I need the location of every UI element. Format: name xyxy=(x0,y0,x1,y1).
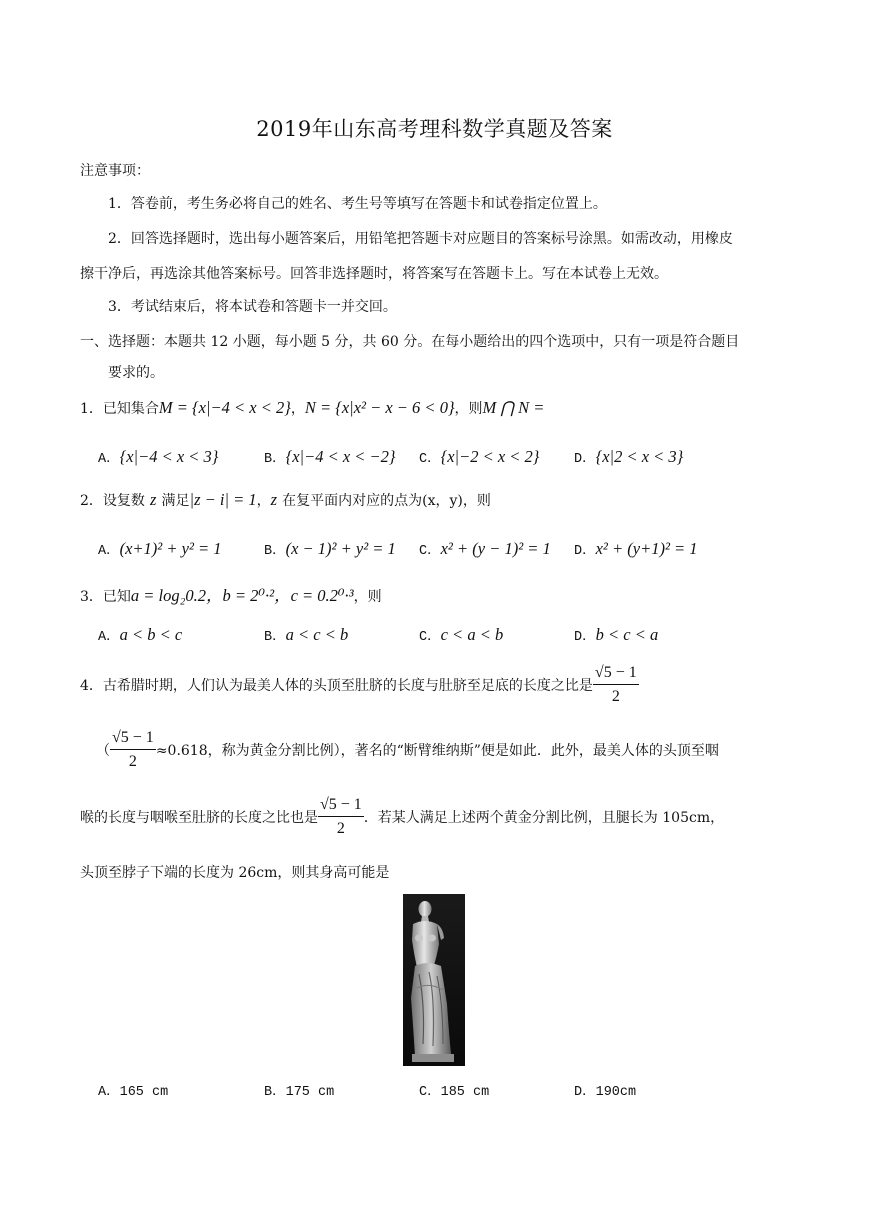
q1-set-m: M = {x|−4 < x < 2} xyxy=(158,398,291,417)
venus-de-milo-image xyxy=(403,894,465,1066)
q3-option-c: C．c < a < b xyxy=(419,625,504,645)
q2-option-a: A．(x+1)² + y² = 1 xyxy=(98,539,222,559)
q4-option-b: B．175 cm xyxy=(264,1085,335,1100)
q4-line-4: 头顶至脖子下端的长度为 26cm，则其身高可能是 xyxy=(80,865,390,881)
golden-ratio-fraction-1: $\frac{√5 - 1}{2}$ xyxy=(594,664,637,705)
q2-option-d: D．x² + (y+1)² = 1 xyxy=(574,539,698,559)
q1-sep: ， xyxy=(290,401,305,417)
q1-expr: M ⋂ N = xyxy=(482,398,545,417)
notice-item-2-cont: 擦干净后，再选涂其他答案标号。回答非选择题时，将答案写在答题卡上。写在本试卷上无效。 xyxy=(80,266,668,282)
q1-prefix: 1．已知集合 xyxy=(80,401,159,417)
notice-item-1: 1．答卷前，考生务必将自己的姓名、考生号等填写在答题卡和试卷指定位置上。 xyxy=(108,196,607,212)
golden-ratio-fraction-3: $\frac{√5 - 1}{2}$ xyxy=(320,796,362,837)
notice-item-2: 2．回答选择题时，选出每小题答案后，用铅笔把答题卡对应题目的答案标号涂黑。如需改动，用橡皮 xyxy=(108,231,733,247)
question-1 xyxy=(80,398,544,418)
section-heading-cont: 要求的。 xyxy=(108,365,164,381)
q2-condition: |z − i| = 1 xyxy=(189,490,257,509)
q1-suffix: ，则 xyxy=(454,401,483,417)
q1-option-b: B．{x|−4 < x < −2} xyxy=(264,447,396,467)
page-title: 2019年山东高考理科数学真题及答案 xyxy=(256,117,613,141)
q3-expr: a = log₂0.2，b = 2⁰·²，c = 0.2⁰·³ xyxy=(130,586,354,605)
notice-item-3: 3．考试结束后，将本试卷和答题卡一并交回。 xyxy=(108,299,397,315)
q3-option-a: A．a < b < c xyxy=(98,625,183,645)
q3-option-b: B．a < c < b xyxy=(264,625,349,645)
q1-option-a: A．{x|−4 < x < 3} xyxy=(98,447,219,467)
q1-set-n: N = {x|x² − x − 6 < 0} xyxy=(304,398,455,417)
golden-ratio-fraction-2: $\frac{√5 - 1}{2}$ xyxy=(112,729,154,770)
q4-line-3: 喉的长度与咽喉至肚脐的长度之比也是 $\frac{√5 - 1}{2}$ ．若某人满足上述两个黄金分割比例，且腿长为 105cm， xyxy=(80,796,725,837)
question-2: 2．设复数 z 满足|z − i| = 1，z 在复平面内对应的点为(x，y)，则 xyxy=(80,490,491,509)
q1-option-d: D．{x|2 < x < 3} xyxy=(574,447,684,467)
q4-option-c: C．185 cm xyxy=(419,1085,490,1100)
q4-option-d: D．190cm xyxy=(574,1085,637,1100)
section-heading: 一、选择题：本题共 12 小题，每小题 5 分，共 60 分。在每小题给出的四个选项中，只有一项是符合题目 xyxy=(80,334,740,350)
q2-option-b: B．(x − 1)² + y² = 1 xyxy=(264,539,396,559)
question-4: 4．古希腊时期，人们认为最美人体的头顶至肚脐的长度与肚脐至足底的长度之比是 $\frac{√5 - 1}{2}$ xyxy=(80,664,637,705)
notice-heading: 注意事项： xyxy=(80,163,150,179)
question-3: 3．已知a = log₂0.2，b = 2⁰·²，c = 0.2⁰·³，则 xyxy=(80,586,382,605)
q3-option-d: D．b < c < a xyxy=(574,625,659,645)
q4-option-a: A．165 cm xyxy=(98,1085,169,1100)
q4-line-2: （ $\frac{√5 - 1}{2}$ ≈0.618，称为黄金分割比例），著名的“断臂维纳斯”便是如此．此外，最美人体的头顶至咽 xyxy=(96,729,719,770)
q1-option-c: C．{x|−2 < x < 2} xyxy=(419,447,540,467)
q2-option-c: C．x² + (y − 1)² = 1 xyxy=(419,539,551,559)
